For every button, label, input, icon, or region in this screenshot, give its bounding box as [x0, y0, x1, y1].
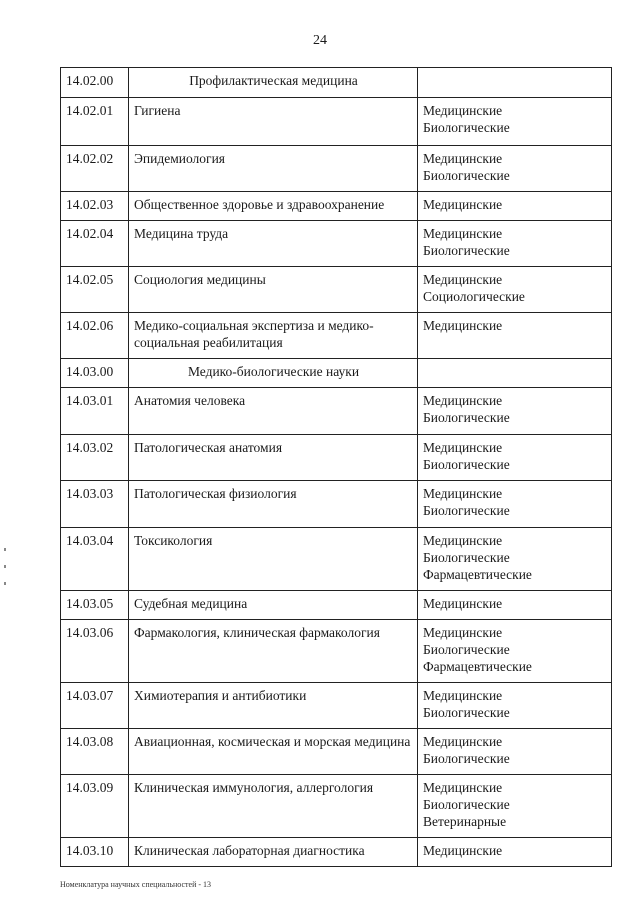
- table-row: [61, 683, 612, 729]
- specialty-name: Гигиена: [129, 98, 418, 146]
- section-row: [61, 68, 612, 98]
- table-row: [61, 729, 612, 775]
- specialty-code: 14.03.00: [61, 359, 129, 388]
- specialty-name: Социология медицины: [129, 267, 418, 313]
- table-row: [61, 838, 612, 867]
- specialty-code: 14.02.03: [61, 192, 129, 221]
- specialties-table: [60, 67, 612, 867]
- science-branches: [418, 192, 612, 221]
- specialty-code: 14.03.03: [61, 481, 129, 528]
- science-branch: Медицинские: [423, 393, 503, 408]
- specialty-code: 14.02.00: [61, 68, 129, 98]
- science-branch: Биологические: [423, 642, 510, 657]
- specialty-name: Общественное здоровье и здравоохранение: [129, 192, 418, 221]
- science-branch: Биологические: [423, 168, 510, 183]
- specialty-name: Медицина труда: [129, 221, 418, 267]
- science-branches: [418, 313, 612, 359]
- specialty-code: 14.03.07: [61, 683, 129, 729]
- science-branches: [418, 591, 612, 620]
- science-branch: Биологические: [423, 550, 510, 565]
- specialty-name: Патологическая физиология: [129, 481, 418, 528]
- science-branch: Биологические: [423, 410, 510, 425]
- specialty-code: 14.03.02: [61, 435, 129, 481]
- science-branches: [418, 146, 612, 192]
- specialty-name: Химиотерапия и антибиотики: [129, 683, 418, 729]
- specialty-code: 14.03.10: [61, 838, 129, 867]
- table-row: [61, 528, 612, 591]
- science-branches: [418, 359, 612, 388]
- specialty-name: Клиническая лабораторная диагностика: [129, 838, 418, 867]
- science-branch: Медицинские: [423, 318, 503, 333]
- science-branches: [418, 683, 612, 729]
- specialty-name: Фармакология, клиническая фармакология: [129, 620, 418, 683]
- science-branches: [418, 435, 612, 481]
- table-row: [61, 620, 612, 683]
- specialty-code: 14.03.05: [61, 591, 129, 620]
- science-branch: Фармацевтические: [423, 659, 532, 674]
- page-number: 24: [313, 33, 327, 48]
- science-branch: Биологические: [423, 243, 510, 258]
- specialty-name: Анатомия человека: [129, 388, 418, 435]
- science-branch: Биологические: [423, 797, 510, 812]
- science-branch: Ветеринарные: [423, 814, 507, 829]
- specialty-code: 14.02.02: [61, 146, 129, 192]
- specialties-table-body: [61, 68, 612, 867]
- table-row: [61, 98, 612, 146]
- scan-mark: [4, 548, 6, 551]
- specialty-code: 14.03.01: [61, 388, 129, 435]
- table-row: [61, 313, 612, 359]
- table-row: [61, 146, 612, 192]
- table-row: [61, 481, 612, 528]
- science-branch: Медицинские: [423, 197, 503, 212]
- specialty-code: 14.02.01: [61, 98, 129, 146]
- scan-mark: [4, 565, 6, 568]
- science-branch: Медицинские: [423, 734, 503, 749]
- science-branches: [418, 221, 612, 267]
- science-branch: Медицинские: [423, 625, 503, 640]
- science-branches: [418, 98, 612, 146]
- section-title: Профилактическая медицина: [129, 68, 418, 98]
- science-branches: [418, 620, 612, 683]
- specialty-code: 14.03.04: [61, 528, 129, 591]
- table-row: [61, 267, 612, 313]
- footer-note: Номенклатура научных специальностей - 13: [60, 880, 212, 889]
- scan-mark: [4, 582, 6, 585]
- science-branch: Медицинские: [423, 226, 503, 241]
- science-branches: [418, 729, 612, 775]
- science-branches: [418, 267, 612, 313]
- specialty-code: 14.03.08: [61, 729, 129, 775]
- specialty-name: Токсикология: [129, 528, 418, 591]
- science-branch: Медицинские: [423, 843, 503, 858]
- specialty-code: 14.03.09: [61, 775, 129, 838]
- science-branch: Медицинские: [423, 272, 503, 287]
- table-row: [61, 775, 612, 838]
- specialty-name: Судебная медицина: [129, 591, 418, 620]
- science-branches: [418, 68, 612, 98]
- section-title: Медико-биологические науки: [129, 359, 418, 388]
- science-branch: Биологические: [423, 120, 510, 135]
- specialty-code: 14.02.04: [61, 221, 129, 267]
- science-branch: Биологические: [423, 751, 510, 766]
- science-branch: Медицинские: [423, 151, 503, 166]
- science-branches: [418, 838, 612, 867]
- section-row: [61, 359, 612, 388]
- specialty-name: Авиационная, космическая и морская медицина: [129, 729, 418, 775]
- science-branch: Фармацевтические: [423, 567, 532, 582]
- table-row: [61, 435, 612, 481]
- table-row: [61, 192, 612, 221]
- science-branch: Медицинские: [423, 533, 503, 548]
- science-branch: Биологические: [423, 457, 510, 472]
- science-branches: [418, 528, 612, 591]
- science-branches: [418, 481, 612, 528]
- science-branch: Медицинские: [423, 440, 503, 455]
- science-branch: Медицинские: [423, 780, 503, 795]
- science-branch: Медицинские: [423, 103, 503, 118]
- science-branch: Биологические: [423, 705, 510, 720]
- specialty-name: Эпидемиология: [129, 146, 418, 192]
- science-branch: Медицинские: [423, 486, 503, 501]
- table-row: [61, 221, 612, 267]
- specialty-code: 14.03.06: [61, 620, 129, 683]
- specialty-name: Клиническая иммунология, аллергология: [129, 775, 418, 838]
- table-row: [61, 388, 612, 435]
- science-branch: Биологические: [423, 503, 510, 518]
- science-branch: Социологические: [423, 289, 525, 304]
- science-branches: [418, 775, 612, 838]
- specialty-name: Патологическая анатомия: [129, 435, 418, 481]
- science-branches: [418, 388, 612, 435]
- table-row: [61, 591, 612, 620]
- specialty-name: Медико-социальная экспертиза и медико-социальная реабилитация: [129, 313, 418, 359]
- specialty-code: 14.02.06: [61, 313, 129, 359]
- specialty-code: 14.02.05: [61, 267, 129, 313]
- science-branch: Медицинские: [423, 688, 503, 703]
- science-branch: Медицинские: [423, 596, 503, 611]
